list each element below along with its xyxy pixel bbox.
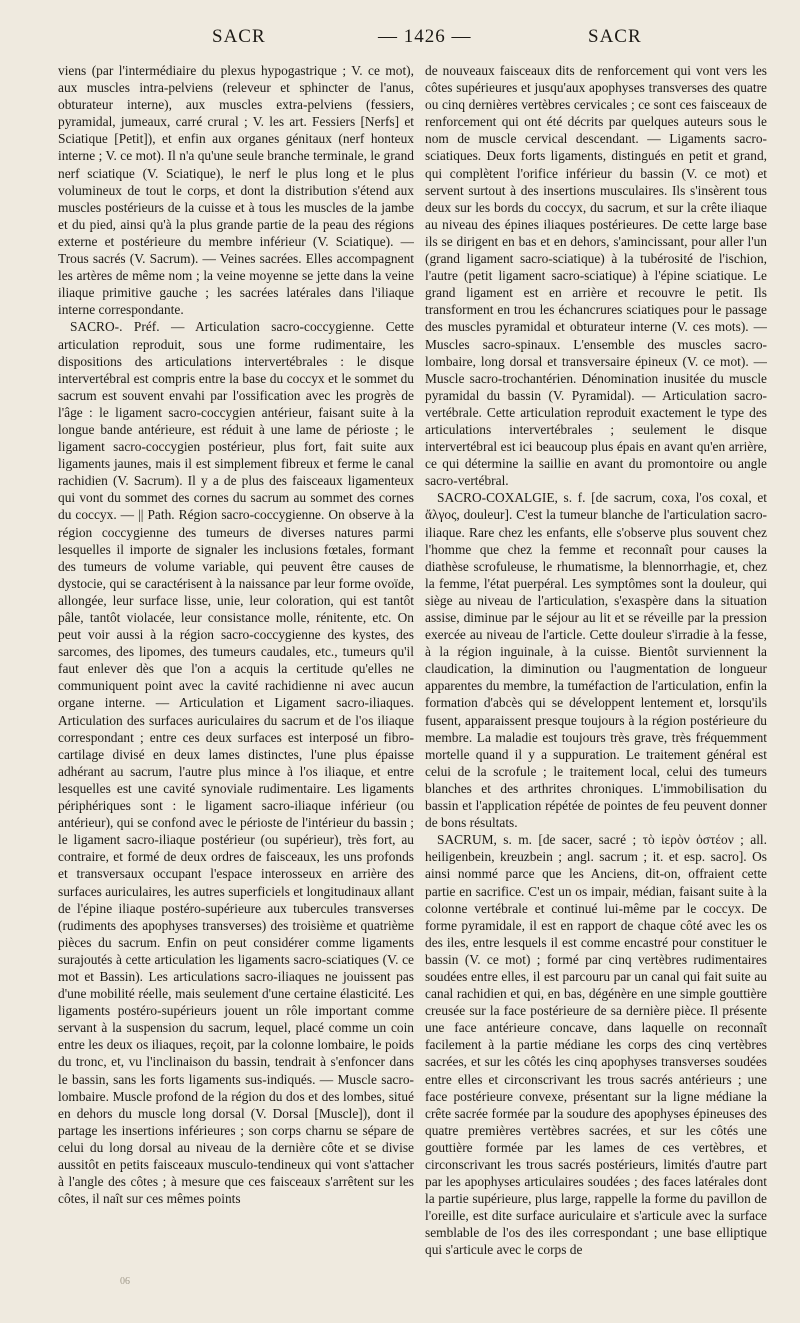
header-right-word: SACR — [588, 26, 642, 47]
entry-sacro-prefix: SACRO-. Préf. — Articulation sacro-coccygienne. Cette articulation reproduit, sous une forme rudimentaire, les dispositions des articulations intervertébrales : le disque intervertébral est compris entre la base du coccyx et le sommet du sacrum est souvent envahi par l'ossification avec les progrès de l'âge : le ligament sacro-coccygien antérieur, faisant suite à la longue bande antérieure, est réduit à une lame de périoste ; le ligament sacro-coccygien postérieur, plus fort, fait suite aux ligaments jaunes, mais il est simplement fibreux et ferme le canal rachidien (V. Sacrum). Il y a de plus des faisceaux ligamenteux qui vont du sommet des cornes du sacrum au sommet des cornes du coccyx. — || Path. Région sacro-coccygienne. On observe à la région coccygienne des tumeurs de diverses natures parmi lesquelles il importe de signaler les inclusions fœtales, formant des tumeurs de volume variable, qui peuvent être causes de dystocie, qui se caractérisent à la naissance par leur forme ovoïde, allongée, leur surface lisse, unie, leur coloration, qui est tantôt pâle, tantôt violacée, leur consistance molle, rénitente, etc. On peut voir aussi à la région sacro-coccygienne des kystes, des sarcomes, des lipomes, des tumeurs caudales, etc., tumeurs qu'il faut enlever dès que l'on a acquis la certitude qu'elles ne communiquent point avec la cavité rachidienne ni avec aucun organe interne. — Articulation et Ligament sacro-iliaques. Articulation des surfaces auriculaires du sacrum et de l'os iliaque correspondant ; entre ces deux surfaces est interposé un fibro-cartilage divisé en deux lames distinctes, l'une plus épaisse adhérant au sacrum, l'autre plus mince à l'os iliaque, et entre lesquelles est une cavité synoviale rudimentaire. Les ligaments périphériques sont : le ligament sacro-iliaque inférieur (ou antérieur), qui se confond avec le périoste de l'intérieur du bassin ; le ligament sacro-iliaque postérieur (ou supérieur), très fort, au contraire, et formé de deux ordres de faisceaux, les uns profonds et transversaux occupant l'espace interosseux en arrière des surfaces auriculaires, les autres superficiels et longitudinaux allant de l'épine iliaque postéro-supérieure aux tubercules transverses (rudiments des apophyses transverses) des troisième et quatrième pièces du sacrum. Enfin on peut considérer comme ligaments surajoutés à cette articulation les ligaments sacro-sciatiques (V. ce mot et Bassin). Les articulations sacro-iliaques ne jouissent pas d'une mobilité réelle, mais seulement d'une certaine élasticité. Les ligaments postéro-supérieurs jouent un rôle important comme servant à la suspension du sacrum, lequel, placé comme un coin entre les deux os iliaques, reçoit, par la colonne lombaire, le poids du tronc, et, vu l'inclinaison du bassin, tendrait à s'enfoncer dans le bassin, sans les forts ligaments sus-indiqués. — Muscle sacro-lombaire. Muscle profond de la région du dos et des lombes, situé en dehors du muscle long dorsal (V. Dorsal [Muscle]), dont il partage les insertions inférieures ; son corps charnu se sépare de celui du long dorsal au niveau de la dernière côte et se divise aussitôt en petits faisceaux musculo-tendineux qui vont s'attacher à l'angle des côtes ; à mesure que ces faisceaux s'arrêtent sur les côtes, il naît sur ces mêmes points — [58, 319, 414, 1207]
entry-sacro-coxalgie: SACRO-COXALGIE, s. f. [de sacrum, coxa, l'os coxal, et ἄλγος, douleur]. C'est la tumeur blanche de l'articulation sacro-iliaque. Rare chez les enfants, elle s'observe plus souvent chez l'homme que chez la femme et reconnaît pour causes la diathèse scrofuleuse, le rhumatisme, la blennorrhagie, et, chez la femme, l'état puerpéral. Les symptômes sont la douleur, qui siège au niveau de l'articulation, s'exaspère dans la situation assise, diminue par le séjour au lit et se réveille par la pression exercée au niveau de l'article. Cette douleur s'irradie à la fesse, à la région inguinale, à la cuisse. Bientôt surviennent la claudication, la diminution ou l'augmentation de longueur apparentes du membre, la tuméfaction de l'articulation, enfin la formation d'abcès qui se développent lentement et, lorsqu'ils fusent, apparaissent presque toujours à la région postérieure du membre. La maladie est toujours très grave, très fréquemment mortelle quand il y a suppuration. Le traitement général est celui de la scrofule ; le traitement local, celui des tumeurs blanches et des arthrites chroniques. L'immobilisation du bassin et l'application répétée de pointes de feu peuvent donner de bons résultats. — [425, 490, 767, 831]
page-number: — 1426 — — [378, 26, 472, 47]
footer-mark: 90 — [120, 1274, 130, 1285]
right-paragraph-1: de nouveaux faisceaux dits de renforcement qui vont vers les côtes supérieures et jusqu'aux apophyses transverses des quatre ou cinq dernières vertèbres cervicales ; ce sont ces faisceaux de renforcement qui ont été décrits par quelques auteurs sous le nom de muscle cervical descendant. — Ligaments sacro-sciatiques. Deux forts ligaments, distingués en petit et grand, qui complètent l'orifice inférieur du bassin (V. ce mot) et servent surtout à des insertions musculaires. Ils s'insèrent tous deux sur les bords du coccyx, du sacrum, et sur la crête iliaque au niveau des épines iliaques postérieures. De cette large base ils se dirigent en bas et en dehors, s'amincissant, pour aller l'un (grand ligament sacro-sciatique) à la tubérosité de l'ischion, l'autre (petit ligament sacro-sciatique) à l'épine sciatique. Le grand ligament est en arrière et recouvre le petit. Ils transforment en trou les échancrures sciatiques pour le passage des muscles pyramidal et obturateur interne (V. ces mots). — Muscles sacro-spinaux. L'ensemble des muscles sacro-lombaire, long dorsal et transversaire épineux (V. ce mot). — Muscle sacro-trochantérien. Dénomination inusitée du muscle pyramidal du bassin (V. Pyramidal). — Articulation sacro-vertébrale. Cette articulation reproduit exactement le type des articulations intervertébrales ; seulement le disque intervertébral est ici beaucoup plus épais en avant qu'en arrière, ce qui détermine la saillie en avant du promontoire ou angle sacro-vertébral. — [425, 63, 767, 489]
header-left-word: SACR — [212, 26, 266, 47]
left-column — [58, 62, 414, 1292]
right-column — [425, 62, 767, 1292]
entry-sacrum: SACRUM, s. m. [de sacer, sacré ; τὸ ἱερὸν ὀστέον ; all. heiligenbein, kreuzbein ; angl. sacrum ; it. et esp. sacro]. Os ainsi nommé parce que les Anciens, dit-on, offraient cette partie en sacrifice. C'est un os impair, médian, faisant suite à la colonne vertébrale et continué lui-même par le coccyx. De forme pyramidale, il est en rapport de chaque côté avec les os des iles, entre lesquels il est comme encastré pour constituer le bassin (V. ce mot) ; formé par cinq vertèbres rudimentaires soudées entre elles, il est parcouru par un canal qui fait suite au canal rachidien et qui, en bas, dégénère en une simple gouttière creusée sur la face postérieure de sa dernière pièce. Il présente une face antérieure concave, dans laquelle on reconnaît facilement à la partie médiane les corps des cinq vertèbres sacrées, et sur les côtés les cinq apophyses transverses soudées entre elles et circonscrivant les trous sacrés antérieurs ; une face postérieure convexe, présentant sur la ligne médiane la crête sacrée formée par la soudure des apophyses épineuses des quatre premières vertèbres sacrées, et sur les côtés une gouttière formée par les lames de ces vertèbres, et circonscrivant les trous sacrés postérieurs, limités d'autre part par les apophyses articulaires soudées ; des faces latérales dont la partie supérieure, plus large, rappelle la forme du pavillon de l'oreille, est dite surface auriculaire et s'articule avec la surface semblable de l'os des iles correspondant ; une base elliptique qui s'articule avec le corps de — [425, 832, 767, 1258]
running-header — [0, 26, 800, 56]
left-paragraph-1: viens (par l'intermédiaire du plexus hypogastrique ; V. ce mot), aux muscles intra-pelviens (releveur et sphincter de l'anus, obturateur interne), aux muscles extra-pelviens (fessiers, pyramidal, jumeaux, carré crural ; V. les art. Fessiers [Nerfs] et Sciatique [Petit]), et enfin aux organes génitaux (nerf honteux interne ; V. ce mot). Il n'a qu'une seule branche terminale, le grand nerf sciatique (V. Sciatique), le nerf le plus long et le plus volumineux de tout le corps, et dont la distribution s'étend aux muscles postérieurs de la cuisse et à tous les muscles de la jambe et du pied, ainsi qu'à la plus grande partie de la peau des régions externe et postérieure du membre inférieur (V. Sciatique). — Trous sacrés (V. Sacrum). — Veines sacrées. Elles accompagnent les artères de même nom ; la veine moyenne se jette dans la veine iliaque primitive gauche ; les sacrées latérales dans l'iliaque interne correspondante. — [58, 63, 414, 318]
